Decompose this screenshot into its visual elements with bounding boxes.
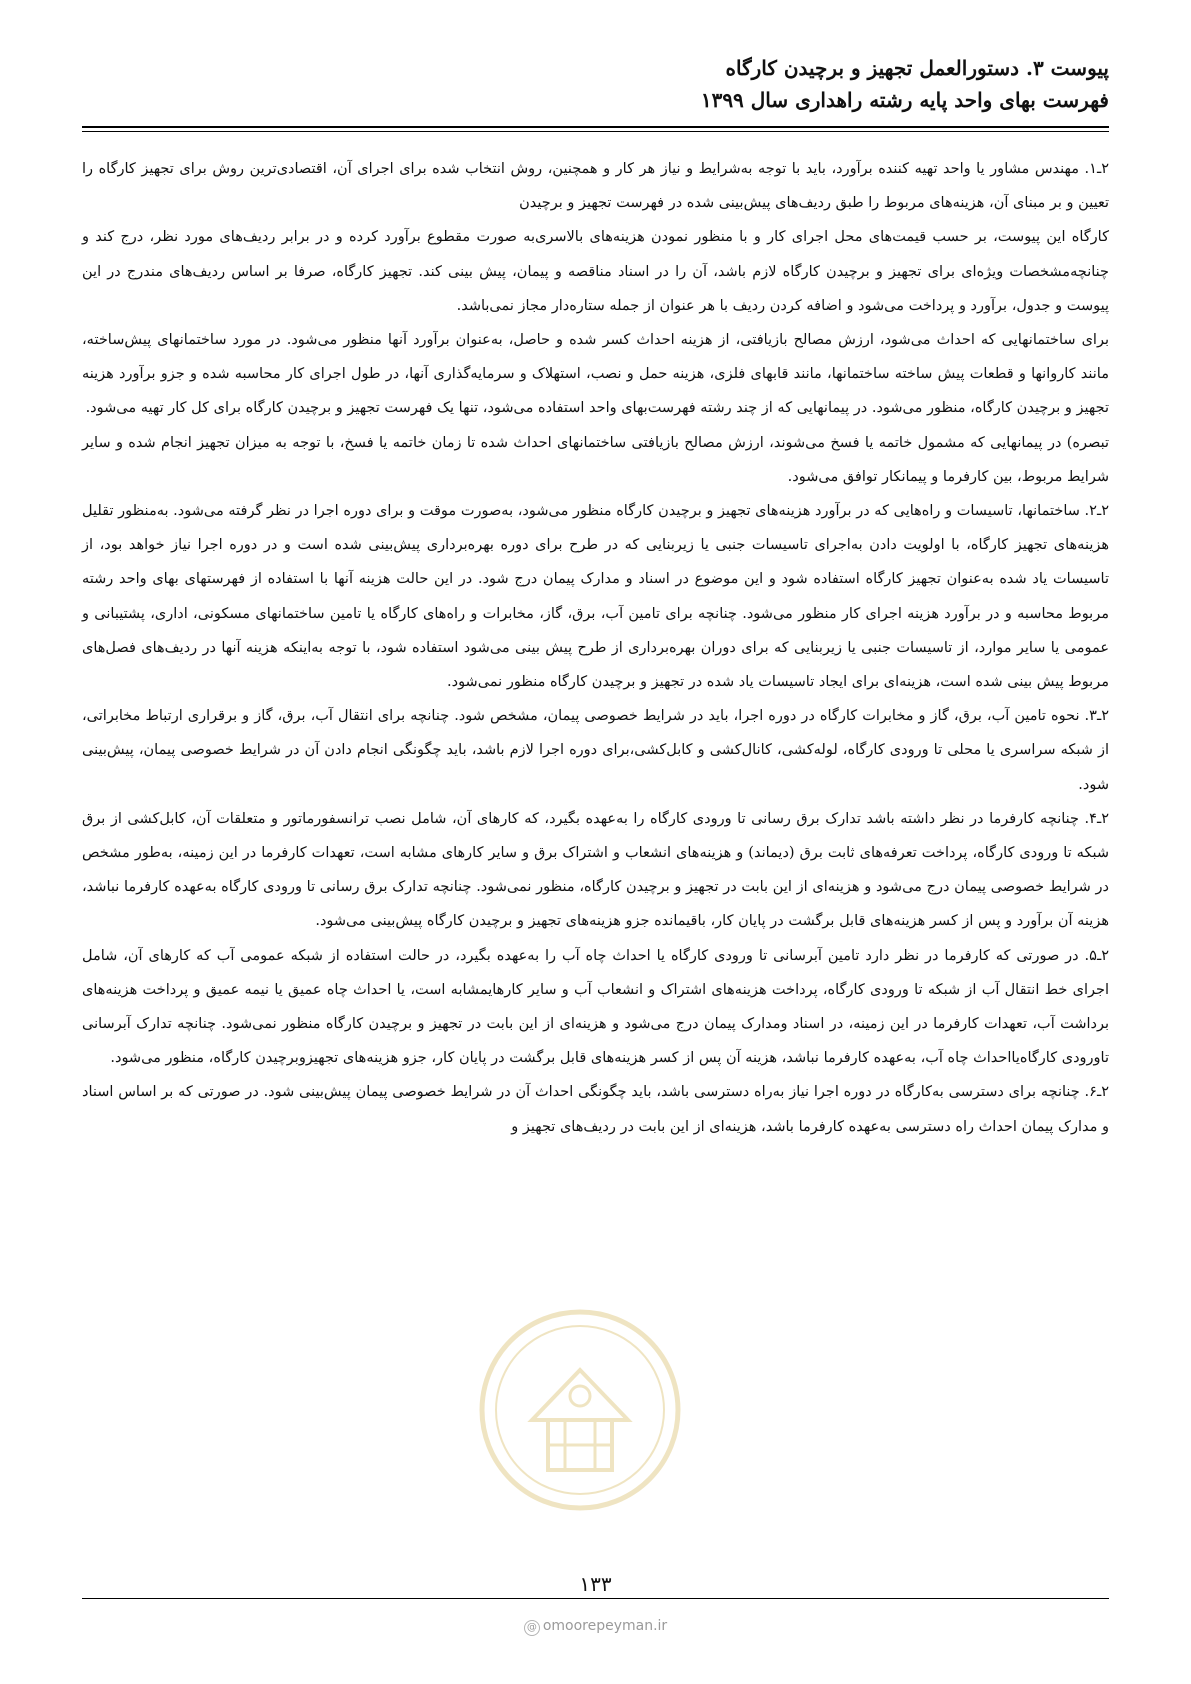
page-number: ۱۳۳	[579, 1572, 612, 1596]
paragraph-2-4: ۲ـ۴. چنانچه کارفرما در نظر داشته باشد تدارک برق رسانی تا ورودی کارگاه را به‌عهده بگیرد، که کارهای آن، شامل نصب ترانسفورماتور و متعلقات آن، کابل‌کشی از برق شبکه تا ورودی کارگاه، پرداخت تعرفه‌های ثابت برق (دیماند) و هزینه‌های انشعاب و اشتراک برق و سایر کارهای مشابه است، تعهدات کارفرما در این زمینه، به‌طور مشخص در شرایط خصوصی پیمان درج می‌شود و هزینه‌ای از این بابت در تجهیز و برچیدن کارگاه، منظور نمی‌شود. چنانچه تدارک برق رسانی تا ورودی کارگاه به‌عهده کارفرما نباشد، هزینه آن برآورد و پس از کسر هزینه‌های قابل برگشت در پایان کار، باقیمانده جزو هزینه‌های تجهیز و برچیدن کارگاه پیش‌بینی می‌شود.	[82, 810, 1109, 930]
paragraph-2-3: ۲ـ۳. نحوه تامین آب، برق، گاز و مخابرات کارگاه در دوره اجرا، باید در شرایط خصوصی پیمان، مشخص شود. چنانچه برای انتقال آب، برق، گاز و برقراری ارتباط مخابراتی، از شبکه سراسری یا محلی تا ورودی کارگاه، لوله‌کشی، کانال‌کشی و کابل‌کشی،برای دوره اجرا لازم باشد، باید چگونگی انجام دادن آن در شرایط خصوصی پیمان، پیش‌بینی شود.	[82, 708, 1109, 793]
paragraph-2-5: ۲ـ۵. در صورتی که کارفرما در نظر دارد تامین آبرسانی تا ورودی کارگاه یا احداث چاه آب را به‌عهده بگیرد، در حالت استفاده از شبکه عمومی آب که کارهای آن، شامل اجرای خط انتقال آب از شبکه تا ورودی کارگاه، پرداخت هزینه‌های اشتراک و انشعاب آب و سایر کارهایمشابه است، یا احداث چاه عمیق یا نیمه عمیق و پرداخت هزینه‌های برداشت آب، تعهدات کارفرما در این زمینه، در اسناد ومدارک پیمان درج می‌شود و هزینه‌ای از این بابت در تجهیز و برچیدن کارگاه منظور نمی‌شود. چنانچه تدارک آبرسانی تاورودی کارگاه‌یااحداث چاه آب، به‌عهده کارفرما نباشد، هزینه آن پس از کسر هزینه‌های قابل برگشت در پایان کار، جزو هزینه‌های تجهیزوبرچیدن کارگاه، منظور می‌شود.	[82, 947, 1109, 1067]
price-list-title: فهرست بهای واحد پایه رشته راهداری سال ۱۳۹۹	[700, 88, 1109, 112]
document-body	[82, 152, 1109, 1144]
site-url: omoorepeyman.ir	[542, 1618, 668, 1634]
appendix-title: پیوست ۳. دستورالعمل تجهیز و برچیدن کارگاه	[725, 56, 1109, 80]
header-rule-thick	[82, 126, 1109, 128]
paragraph-2-2: ۲ـ۲. ساختمانها، تاسیسات و راه‌هایی که در برآورد هزینه‌های تجهیز و برچیدن کارگاه منظور می‌شود، به‌صورت موقت و برای دوره اجرا در نظر گرفته می‌شود. به‌منظور تقلیل هزینه‌های تجهیز کارگاه، با اولویت دادن به‌اجرای تاسیسات جنبی یا زیربنایی که در طرح برای دوره بهره‌برداری پیش‌بینی شده است و در دوره اجرا نیاز خواهد بود، از تاسیسات یاد شده به‌عنوان تجهیز کارگاه استفاده شود و این موضوع در اسناد و مدارک پیمان درج شود. در این حالت هزینه آنها با استفاده از فهرستهای بهای واحد رشته مربوط محاسبه و در برآورد هزینه اجرای کار منظور می‌شود. چنانچه برای تامین آب، برق، گاز، مخابرات و راه‌های کارگاه یا تامین ساختمانهای مسکونی، اداری، پشتیبانی و عمومی یا سایر موارد، از تاسیسات جنبی یا زیربنایی که برای دوران بهره‌برداری از طرح پیش بینی می‌شود استفاده شود، با توجه به‌اینکه هزینه آنها در ردیف‌های فصل‌های مربوط پیش بینی شده است، هزینه‌ای برای ایجاد تاسیسات یاد شده در تجهیز و برچیدن کارگاه منظور نمی‌شود.	[82, 503, 1109, 691]
footer-rule	[82, 1598, 1109, 1599]
header-rule-thin	[82, 131, 1109, 132]
paragraph-buildings: برای ساختمانهایی که احداث می‌شود، ارزش مصالح بازیافتی، از هزینه احداث کسر شده و حاصل، به‌عنوان برآورد آنها منظور می‌شود. در مورد ساختمانهای پیش‌ساخته، مانند کاروانها و قطعات پیش ساخته ساختمانها، مانند قابهای فلزی، هزینه حمل و نصب، استهلاک و سرمایه‌گذاری آنها، در طول اجرای کار محاسبه شده و جزو برآورد هزینه تجهیز و برچیدن کارگاه، منظور می‌شود. در پیمانهایی که از چند رشته فهرست‌بهای واحد استفاده می‌شود، تنها یک فهرست تجهیز و برچیدن کارگاه برای کل کار تهیه می‌شود.	[82, 332, 1109, 417]
paragraph-2-1-cont: کارگاه این پیوست، بر حسب قیمت‌های محل اجرای کار و با منظور نمودن هزینه‌های بالاسری‌به صورت مقطوع برآورد کرده و در برابر ردیف‌های مورد نظر، درج کند و چنانچه‌مشخصات ویژه‌ای برای تجهیز و برچیدن کارگاه لازم باشد، آن را در اسناد مناقصه و پیمان، پیش بینی کند. تجهیز کارگاه، صرفا بر اساس ردیف‌های مندرج در این پیوست و جدول، برآورد و پرداخت می‌شود و اضافه کردن ردیف با هر عنوان از جمله ستاره‌دار مجاز نمی‌باشد.	[82, 229, 1109, 314]
watermark-seal-icon	[470, 1300, 690, 1520]
site-footer	[0, 1618, 1191, 1636]
page-header	[82, 52, 1109, 116]
paragraph-note: تبصره) در پیمانهایی که مشمول خاتمه یا فسخ می‌شوند، ارزش مصالح بازیافتی ساختمانهای احداث شده تا زمان خاتمه یا فسخ، با توجه به میزان تجهیز انجام شده و سایر شرایط مربوط، بین کارفرما و پیمانکار توافق می‌شود.	[82, 434, 1109, 485]
paragraph-2-1: ۲ـ۱. مهندس مشاور یا واحد تهیه کننده برآورد، باید با توجه به‌شرایط و نیاز هر کار و همچنین، روش انتخاب شده برای اجرای آن، اقتصادی‌ترین روش برای تجهیز کارگاه را تعیین و بر مبنای آن، هزینه‌های مربوط را طبق ردیف‌های پیش‌بینی شده در فهرست تجهیز و برچیدن	[82, 161, 1109, 212]
paragraph-2-6: ۲ـ۶. چنانچه برای دسترسی به‌کارگاه در دوره اجرا نیاز به‌راه دسترسی باشد، باید چگونگی احداث آن در شرایط خصوصی پیمان پیش‌بینی شود. در صورتی که بر اساس اسناد و مدارک پیمان احداث راه دسترسی به‌عهده کارفرما باشد، هزینه‌ای از این بابت در ردیف‌های تجهیز و	[82, 1084, 1109, 1135]
at-icon: @	[524, 1620, 540, 1636]
